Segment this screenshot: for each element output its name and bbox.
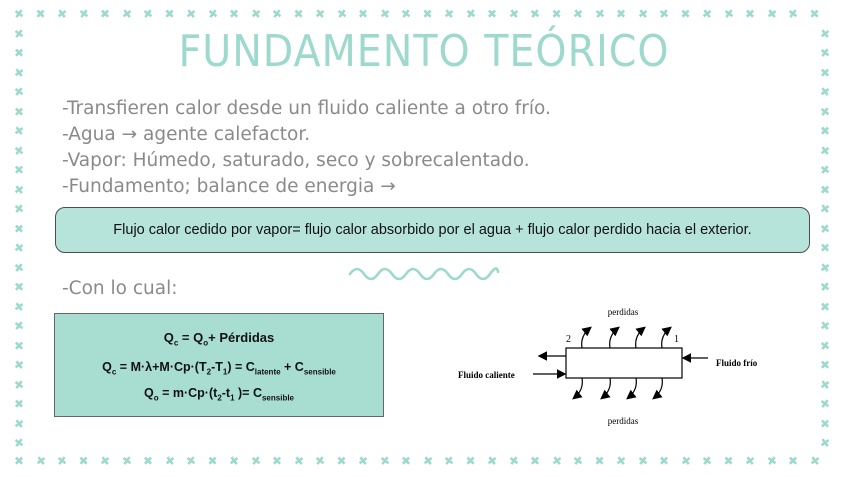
x-mark-icon: ✖ <box>185 453 197 469</box>
x-mark-icon: ✖ <box>551 7 562 21</box>
x-mark-icon: ✖ <box>820 416 831 431</box>
x-mark-icon: ✖ <box>207 454 218 468</box>
x-mark-icon: ✖ <box>680 7 691 21</box>
x-mark-icon: ✖ <box>229 7 240 21</box>
top-loss-label: perdidas <box>607 307 639 317</box>
x-mark-icon: ✖ <box>745 7 756 21</box>
x-mark-icon: ✖ <box>809 7 820 21</box>
x-mark-icon: ✖ <box>819 337 831 354</box>
bottom-loss-arrows <box>574 378 662 398</box>
x-mark-icon: ✖ <box>530 454 541 468</box>
x-mark-icon: ✖ <box>163 453 176 469</box>
x-mark-icon: ✖ <box>765 6 778 22</box>
x-mark-icon: ✖ <box>819 25 831 42</box>
x-mark-icon: ✖ <box>99 453 111 469</box>
bottom-loss-label: perdidas <box>607 416 639 426</box>
slide-title: FUNDAMENTO TEÓRICO <box>178 26 670 77</box>
x-mark-icon: ✖ <box>487 7 498 21</box>
x-mark-icon: ✖ <box>788 454 799 468</box>
x-mark-icon: ✖ <box>34 453 47 469</box>
x-mark-icon: ✖ <box>13 201 25 217</box>
x-mark-icon: ✖ <box>13 240 25 256</box>
x-mark-icon: ✖ <box>13 84 25 100</box>
x-mark-icon: ✖ <box>819 201 831 217</box>
x-mark-icon: ✖ <box>35 7 46 21</box>
x-mark-icon: ✖ <box>819 259 831 276</box>
x-mark-icon: ✖ <box>819 318 831 334</box>
x-mark-icon: ✖ <box>400 6 412 22</box>
x-mark-icon: ✖ <box>443 6 455 22</box>
x-mark-icon: ✖ <box>701 453 713 469</box>
x-mark-icon: ✖ <box>77 6 90 22</box>
x-mark-icon: ✖ <box>820 241 831 255</box>
x-mark-icon: ✖ <box>357 453 369 469</box>
wave-divider-icon <box>348 262 500 282</box>
x-mark-icon: ✖ <box>314 453 326 469</box>
x-mark-icon: ✖ <box>615 453 627 469</box>
x-mark-icon: ✖ <box>529 6 541 22</box>
x-mark-icon: ✖ <box>13 123 25 139</box>
x-mark-icon: ✖ <box>486 453 498 469</box>
x-mark-icon: ✖ <box>14 454 25 468</box>
x-mark-icon: ✖ <box>249 6 262 22</box>
x-mark-icon: ✖ <box>820 182 831 197</box>
x-mark-icon: ✖ <box>14 163 25 177</box>
x-mark-icon: ✖ <box>819 220 831 237</box>
con-lo-cual-text: -Con lo cual: <box>62 278 178 299</box>
x-mark-icon: ✖ <box>13 357 25 373</box>
x-mark-icon: ✖ <box>422 7 433 21</box>
x-mark-icon: ✖ <box>819 45 831 61</box>
x-mark-icon: ✖ <box>819 279 831 295</box>
x-mark-icon: ✖ <box>507 6 520 22</box>
x-mark-icon: ✖ <box>819 376 831 393</box>
x-mark-icon: ✖ <box>13 181 25 198</box>
x-mark-icon: ✖ <box>271 6 283 22</box>
energy-balance-box <box>55 207 810 253</box>
x-mark-icon: ✖ <box>292 453 305 469</box>
x-mark-icon: ✖ <box>722 6 735 22</box>
x-mark-icon: ✖ <box>13 64 25 81</box>
x-mark-icon: ✖ <box>336 454 347 468</box>
x-mark-icon: ✖ <box>14 397 25 411</box>
point-2-label: 2 <box>566 334 571 345</box>
x-mark-icon: ✖ <box>378 6 391 22</box>
x-mark-icon: ✖ <box>659 454 670 468</box>
x-mark-icon: ✖ <box>142 6 154 22</box>
x-mark-icon: ✖ <box>206 6 219 22</box>
x-mark-icon: ✖ <box>443 453 455 469</box>
bullet-list <box>62 96 551 200</box>
x-mark-icon: ✖ <box>820 358 831 372</box>
x-mark-icon: ✖ <box>143 454 154 468</box>
x-mark-icon: ✖ <box>594 454 605 468</box>
x-mark-icon: ✖ <box>819 435 831 451</box>
x-mark-icon: ✖ <box>13 142 25 159</box>
x-mark-icon: ✖ <box>723 454 734 468</box>
x-mark-icon: ✖ <box>14 338 25 353</box>
x-mark-icon: ✖ <box>13 318 25 334</box>
x-mark-icon: ✖ <box>56 453 68 469</box>
x-mark-icon: ✖ <box>14 280 25 294</box>
x-mark-icon: ✖ <box>465 454 476 468</box>
x-mark-icon: ✖ <box>820 65 831 80</box>
x-mark-icon: ✖ <box>679 453 692 469</box>
x-mark-icon: ✖ <box>13 415 25 432</box>
heat-exchanger-diagram <box>440 298 780 433</box>
x-mark-icon: ✖ <box>249 453 262 469</box>
x-mark-icon: ✖ <box>820 124 831 138</box>
x-mark-icon: ✖ <box>616 7 627 21</box>
x-mark-icon: ✖ <box>819 396 831 412</box>
bullet-item: -Fundamento; balance de energia → <box>62 176 396 197</box>
x-mark-icon: ✖ <box>13 259 25 276</box>
x-mark-icon: ✖ <box>335 6 348 22</box>
x-mark-icon: ✖ <box>820 299 831 314</box>
x-mark-icon: ✖ <box>13 376 25 393</box>
x-mark-icon: ✖ <box>572 6 584 22</box>
x-mark-icon: ✖ <box>120 6 133 22</box>
x-mark-icon: ✖ <box>14 104 25 119</box>
x-mark-icon: ✖ <box>819 142 831 159</box>
x-mark-icon: ✖ <box>819 103 831 120</box>
x-mark-icon: ✖ <box>13 298 25 315</box>
x-mark-icon: ✖ <box>13 6 25 22</box>
x-mark-icon: ✖ <box>314 6 326 22</box>
x-mark-icon: ✖ <box>358 7 369 21</box>
x-mark-icon: ✖ <box>819 84 831 100</box>
formula-line-3: $Q_o = m\cdot Cp\cdot(t_2-t_1$ )= $C_{sensible}$ <box>144 386 294 403</box>
x-mark-icon: ✖ <box>78 454 89 468</box>
x-mark-icon: ✖ <box>185 6 197 22</box>
x-mark-icon: ✖ <box>819 162 831 178</box>
hot-fluid-label: Fluido caliente <box>458 370 515 380</box>
x-mark-icon: ✖ <box>120 453 133 469</box>
formula-box <box>54 313 384 417</box>
x-mark-icon: ✖ <box>787 6 799 22</box>
x-mark-icon: ✖ <box>658 6 670 22</box>
x-mark-icon: ✖ <box>593 6 606 22</box>
x-mark-icon: ✖ <box>636 6 649 22</box>
energy-balance-text: Flujo calor cedido por vapor= flujo calor absorbido por el agua + flujo calor perdido hacia el exterior. <box>113 222 752 238</box>
x-mark-icon: ✖ <box>13 25 25 42</box>
bullet-item: -Vapor: Húmedo, saturado, seco y sobrecalentado. <box>62 150 530 171</box>
formula-line-1: $Q_c = Q_o+$ Pérdidas <box>163 330 275 348</box>
x-mark-icon: ✖ <box>164 7 175 21</box>
x-mark-icon: ✖ <box>421 453 434 469</box>
x-mark-icon: ✖ <box>808 453 821 469</box>
x-mark-icon: ✖ <box>572 453 584 469</box>
x-mark-icon: ✖ <box>293 7 304 21</box>
x-mark-icon: ✖ <box>401 454 412 468</box>
x-mark-icon: ✖ <box>550 453 563 469</box>
x-mark-icon: ✖ <box>744 453 756 469</box>
bullet-item: -Agua → agente calefactor. <box>62 124 311 145</box>
point-1-label: 1 <box>674 334 679 345</box>
x-mark-icon: ✖ <box>14 221 25 236</box>
formula-line-2: $Q_c = M\cdot\lambda+M\cdot Cp\cdot(T_2-T_1) = C_{latente} + C_{sensible}$ <box>102 360 336 377</box>
x-mark-icon: ✖ <box>464 6 477 22</box>
x-mark-icon: ✖ <box>100 7 111 21</box>
x-mark-icon: ✖ <box>56 6 68 22</box>
x-mark-icon: ✖ <box>272 454 283 468</box>
x-mark-icon: ✖ <box>636 453 649 469</box>
exchanger-box <box>566 348 682 378</box>
top-loss-arrows <box>582 328 670 348</box>
x-mark-icon: ✖ <box>701 6 713 22</box>
x-mark-icon: ✖ <box>14 46 25 60</box>
cold-fluid-label: Fluido frío <box>716 358 758 368</box>
x-mark-icon: ✖ <box>765 453 778 469</box>
x-mark-icon: ✖ <box>507 453 520 469</box>
x-mark-icon: ✖ <box>228 453 240 469</box>
x-mark-icon: ✖ <box>13 435 25 451</box>
x-mark-icon: ✖ <box>378 453 391 469</box>
bullet-item: -Transfieren calor desde un fluido caliente a otro frío. <box>62 98 551 119</box>
